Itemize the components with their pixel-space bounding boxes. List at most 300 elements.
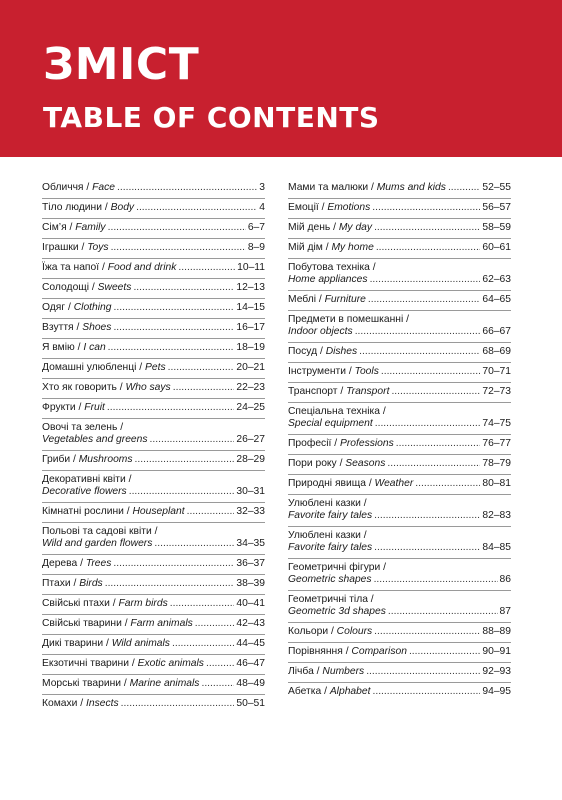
toc-leader-dots (206, 658, 234, 670)
toc-entry-english: Colours (336, 626, 373, 637)
toc-separator: / (360, 498, 367, 509)
toc-leader-dots (117, 182, 257, 194)
toc-leader-dots (150, 434, 235, 446)
toc-divider (42, 594, 265, 595)
toc-entry-ukrainian: Морські тварини (42, 678, 122, 689)
toc-entry-ukrainian: Дикі тварини (42, 638, 104, 649)
toc-separator: / (367, 594, 374, 605)
toc-entry (42, 678, 265, 690)
toc-leader-dots (173, 382, 235, 394)
toc-entry-english: Insects (86, 698, 119, 709)
toc-separator: / (331, 438, 340, 449)
toc-entry-english: Houseplant (132, 506, 185, 517)
toc-entry-line (288, 262, 511, 274)
page-title-english: TABLE OF CONTENTS (43, 101, 380, 134)
toc-divider (288, 218, 511, 219)
toc-divider (42, 218, 265, 219)
toc-entry-ukrainian: Кольори (288, 626, 329, 637)
toc-separator: / (318, 202, 328, 213)
toc-entry-ukrainian: Спеціальна техніка (288, 406, 380, 417)
toc-separator: / (99, 262, 108, 273)
toc-entry-line (288, 478, 511, 490)
toc-leader-dots (168, 362, 235, 374)
toc-leader-dots (370, 274, 481, 286)
toc-entry-line (42, 698, 265, 710)
toc-divider (288, 590, 511, 591)
toc-entry-english: Birds (79, 578, 103, 589)
toc-leader-dots (201, 678, 234, 690)
toc-entry-english: Toys (87, 242, 109, 253)
toc-divider (288, 642, 511, 643)
toc-separator: / (121, 678, 130, 689)
toc-page-number: 6–7 (247, 222, 265, 233)
toc-page-number: 4 (259, 202, 265, 213)
toc-leader-dots (154, 538, 234, 550)
toc-entry-line (288, 606, 511, 618)
toc-page-number: 44–45 (236, 638, 265, 649)
toc-entry (288, 346, 511, 358)
toc-entry (288, 182, 511, 194)
toc-entry (42, 598, 265, 610)
toc-divider (42, 450, 265, 451)
toc-page-number: 40–41 (236, 598, 265, 609)
toc-leader-dots (374, 510, 480, 522)
toc-entry-english: Favorite fairy tales (288, 542, 373, 553)
toc-entry-english: Favorite fairy tales (288, 510, 373, 521)
toc-entry-ukrainian: Інструменти (288, 366, 347, 377)
toc-page-number: 22–23 (236, 382, 265, 393)
toc-entry-ukrainian: Професії (288, 438, 332, 449)
toc-page-number: 28–29 (236, 454, 265, 465)
toc-page-number: 62–63 (482, 274, 511, 285)
toc-divider (288, 558, 511, 559)
toc-page-number: 12–13 (236, 282, 265, 293)
toc-divider (288, 198, 511, 199)
toc-separator: / (136, 362, 146, 373)
toc-separator: / (379, 406, 386, 417)
toc-page-number: 94–95 (482, 686, 511, 697)
toc-page-number: 52–55 (482, 182, 511, 193)
toc-leader-dots (448, 182, 480, 194)
toc-entry-english: Farm animals (130, 618, 193, 629)
toc-entry (288, 438, 511, 450)
toc-leader-dots (111, 242, 246, 254)
toc-leader-dots (374, 574, 498, 586)
toc-entry-line (42, 434, 265, 446)
toc-entry-ukrainian: Пори року (288, 458, 337, 469)
toc-leader-dots (409, 646, 480, 658)
toc-entry (288, 202, 511, 214)
toc-separator: / (369, 262, 376, 273)
toc-entry-line (288, 366, 511, 378)
toc-separator: / (109, 598, 119, 609)
toc-entry-ukrainian: Меблі (288, 294, 317, 305)
toc-leader-dots (359, 346, 480, 358)
toc-leader-dots (113, 322, 234, 334)
toc-leader-dots (372, 686, 480, 698)
toc-entry (288, 686, 511, 698)
toc-entry-english: Mushrooms (78, 454, 133, 465)
toc-entry (288, 498, 511, 522)
toc-entry-line (288, 202, 511, 214)
toc-entry (288, 314, 511, 338)
toc-entry-ukrainian: Предмети в помешканні (288, 314, 404, 325)
toc-entry-english: Home appliances (288, 274, 368, 285)
toc-divider (288, 434, 511, 435)
toc-entry-line (42, 302, 265, 314)
toc-divider (42, 198, 265, 199)
toc-separator: / (151, 526, 158, 537)
toc-page-number: 24–25 (236, 402, 265, 413)
toc-entry (42, 222, 265, 234)
toc-entry-line (288, 222, 511, 234)
toc-entry-ukrainian: Овочі та зелень (42, 422, 118, 433)
toc-divider (42, 318, 265, 319)
toc-entry (42, 618, 265, 630)
toc-leader-dots (136, 202, 257, 214)
toc-separator: / (103, 638, 112, 649)
toc-entry-ukrainian: Сім’я (42, 222, 67, 233)
toc-separator: / (330, 222, 339, 233)
toc-leader-dots (375, 418, 481, 430)
toc-leader-dots (108, 222, 246, 234)
toc-separator: / (116, 382, 126, 393)
toc-page-number: 92–93 (482, 666, 511, 677)
toc-leader-dots (372, 202, 480, 214)
toc-entry-line (288, 574, 511, 586)
toc-entry-line (42, 598, 265, 610)
toc-entry (42, 322, 265, 334)
toc-entry (42, 558, 265, 570)
toc-entry (42, 362, 265, 374)
toc-entry-line (288, 510, 511, 522)
toc-separator: / (380, 562, 386, 573)
toc-entry-english: My home (331, 242, 374, 253)
toc-page-number: 82–83 (482, 510, 511, 521)
toc-entry (288, 626, 511, 638)
toc-separator: / (89, 282, 98, 293)
toc-page-number: 30–31 (236, 486, 265, 497)
toc-entry-line (288, 274, 511, 286)
toc-leader-dots (113, 558, 234, 570)
toc-entry-line (42, 486, 265, 498)
toc-entry-line (42, 202, 265, 214)
toc-entry-ukrainian: Іграшки (42, 242, 79, 253)
toc-leader-dots (170, 598, 235, 610)
toc-entry (42, 282, 265, 294)
toc-entry-ukrainian: Улюблені казки (288, 530, 361, 541)
toc-separator: / (66, 222, 76, 233)
toc-entry-line (42, 658, 265, 670)
toc-entry-english: Transport (346, 386, 390, 397)
toc-divider (42, 614, 265, 615)
toc-leader-dots (105, 578, 235, 590)
toc-entry-line (288, 182, 511, 194)
toc-entry-line (288, 314, 511, 326)
toc-entry-line (288, 594, 511, 606)
toc-entry-english: Tools (354, 366, 379, 377)
toc-entry-line (42, 422, 265, 434)
toc-entry-english: Special equipment (288, 418, 373, 429)
toc-entry-line (288, 346, 511, 358)
toc-entry (288, 222, 511, 234)
toc-entry-line (42, 342, 265, 354)
toc-entry (42, 474, 265, 498)
toc-page-number: 64–65 (482, 294, 511, 305)
toc-leader-dots (172, 638, 234, 650)
toc-divider (288, 258, 511, 259)
toc-divider (42, 502, 265, 503)
toc-divider (42, 418, 265, 419)
toc-entry-ukrainian: Я вмію (42, 342, 75, 353)
toc-entry (42, 262, 265, 274)
toc-entry-line (288, 530, 511, 542)
toc-entry-english: Geometric 3d shapes (288, 606, 386, 617)
toc-separator: / (313, 666, 323, 677)
toc-entry-ukrainian: Польові та садові квіти (42, 526, 152, 537)
toc-leader-dots (133, 282, 234, 294)
toc-entry-line (42, 638, 265, 650)
toc-page-number: 46–47 (236, 658, 265, 669)
toc-entry-line (288, 646, 511, 658)
toc-page-number: 74–75 (482, 418, 511, 429)
toc-leader-dots (368, 294, 481, 306)
toc-divider (42, 470, 265, 471)
toc-page-number: 50–51 (236, 698, 265, 709)
toc-entry-line (42, 322, 265, 334)
toc-entry (42, 242, 265, 254)
toc-page-number: 70–71 (482, 366, 511, 377)
toc-divider (288, 310, 511, 311)
toc-page-number: 34–35 (236, 538, 265, 549)
toc-entry-ukrainian: Обличчя (42, 182, 84, 193)
toc-entry-ukrainian: Взуття (42, 322, 74, 333)
toc-entry (288, 262, 511, 286)
toc-leader-dots (374, 222, 480, 234)
toc-entry-ukrainian: Фрукти (42, 402, 76, 413)
toc-entry-english: Vegetables and greens (42, 434, 148, 445)
toc-separator: / (77, 558, 86, 569)
toc-entry-english: Who says (125, 382, 171, 393)
toc-leader-dots (376, 242, 481, 254)
toc-divider (42, 258, 265, 259)
toc-entry-english: Seasons (345, 458, 386, 469)
header-banner (0, 0, 562, 157)
toc-entry-line (42, 362, 265, 374)
toc-divider (288, 238, 511, 239)
toc-entry-english: Furniture (324, 294, 366, 305)
toc-entry-line (42, 506, 265, 518)
toc-entry-line (288, 438, 511, 450)
toc-separator: / (74, 342, 84, 353)
toc-entry-english: Shoes (82, 322, 112, 333)
toc-entry-english: Face (92, 182, 116, 193)
toc-entry (288, 594, 511, 618)
toc-divider (288, 622, 511, 623)
toc-entry-ukrainian: Побутова техніка (288, 262, 370, 273)
toc-entry-line (42, 538, 265, 550)
toc-entry-english: Exotic animals (137, 658, 204, 669)
toc-page-number: 8–9 (247, 242, 265, 253)
toc-entry (42, 402, 265, 414)
toc-entry (42, 506, 265, 518)
toc-separator: / (128, 658, 138, 669)
toc-entry-line (42, 242, 265, 254)
toc-entry-line (288, 386, 511, 398)
toc-divider (288, 402, 511, 403)
toc-entry (288, 562, 511, 586)
toc-entry-line (42, 402, 265, 414)
toc-entry-ukrainian: Тіло людини (42, 202, 102, 213)
toc-leader-dots (374, 626, 480, 638)
toc-page-number: 26–27 (236, 434, 265, 445)
toc-entry-english: Alphabet (329, 686, 371, 697)
toc-entry-english: Farm birds (118, 598, 168, 609)
toc-entry-ukrainian: Геометричні тіла (288, 594, 368, 605)
toc-page-number: 72–73 (482, 386, 511, 397)
toc-page-number: 56–57 (482, 202, 511, 213)
toc-leader-dots (108, 342, 235, 354)
toc-entry-line (42, 262, 265, 274)
toc-divider (42, 634, 265, 635)
toc-divider (42, 674, 265, 675)
toc-entry-line (42, 558, 265, 570)
toc-page-number: 58–59 (482, 222, 511, 233)
toc-entry-ukrainian: Улюблені казки (288, 498, 361, 509)
toc-entry (42, 658, 265, 670)
toc-entry-line (42, 578, 265, 590)
toc-leader-dots (178, 262, 235, 274)
toc-entry-line (42, 454, 265, 466)
toc-entry-english: Comparison (351, 646, 407, 657)
toc-entry (288, 666, 511, 678)
toc-page-number: 76–77 (482, 438, 511, 449)
toc-entry (288, 530, 511, 554)
toc-entry-english: Mums and kids (376, 182, 446, 193)
toc-divider (288, 454, 511, 455)
toc-divider (42, 298, 265, 299)
toc-entry-line (288, 626, 511, 638)
toc-entry-line (288, 242, 511, 254)
toc-entry (288, 242, 511, 254)
toc-page-number: 42–43 (236, 618, 265, 629)
toc-divider (42, 338, 265, 339)
toc-page-number: 84–85 (482, 542, 511, 553)
toc-divider (288, 662, 511, 663)
toc-entry-line (288, 406, 511, 418)
toc-separator: / (78, 242, 88, 253)
toc-page-number: 36–37 (236, 558, 265, 569)
toc-entry-english: Food and drink (107, 262, 177, 273)
toc-entry-english: Wild animals (111, 638, 170, 649)
toc-entry-ukrainian: Комахи (42, 698, 78, 709)
toc-divider (42, 654, 265, 655)
toc-divider (42, 238, 265, 239)
toc-leader-dots (129, 486, 235, 498)
toc-leader-dots (396, 438, 481, 450)
toc-entry-english: Indoor objects (288, 326, 353, 337)
toc-separator: / (77, 698, 87, 709)
toc-separator: / (102, 202, 111, 213)
toc-separator: / (125, 474, 132, 485)
toc-entry-english: I can (83, 342, 106, 353)
toc-entry-line (42, 382, 265, 394)
toc-entry (42, 182, 265, 194)
toc-entry-english: Emotions (327, 202, 371, 213)
toc-leader-dots (391, 386, 480, 398)
toc-entry-english: Weather (374, 478, 414, 489)
toc-leader-dots (355, 326, 481, 338)
toc-separator: / (123, 506, 133, 517)
toc-entry-ukrainian: Дерева (42, 558, 78, 569)
toc-divider (42, 554, 265, 555)
toc-separator: / (337, 386, 347, 397)
toc-separator: / (83, 182, 93, 193)
toc-entry-english: Wild and garden flowers (42, 538, 153, 549)
toc-entry-ukrainian: Гриби (42, 454, 71, 465)
toc-entry-line (288, 666, 511, 678)
toc-leader-dots (415, 478, 480, 490)
toc-entry-ukrainian: Їжа та напої (42, 262, 100, 273)
toc-entry (42, 454, 265, 466)
toc-entry-ukrainian: Хто як говорить (42, 382, 117, 393)
toc-entry (42, 526, 265, 550)
toc-page-number: 3 (259, 182, 265, 193)
toc-entry-ukrainian: Мій день (288, 222, 331, 233)
toc-page-number: 78–79 (482, 458, 511, 469)
toc-divider (288, 290, 511, 291)
toc-entry-line (42, 222, 265, 234)
toc-page-number: 48–49 (236, 678, 265, 689)
toc-leader-dots (374, 542, 480, 554)
page-title-ukrainian: ЗМІСТ (43, 39, 200, 90)
toc-divider (288, 382, 511, 383)
toc-entry-english: My day (338, 222, 373, 233)
toc-entry-line (42, 618, 265, 630)
toc-page-number: 38–39 (236, 578, 265, 589)
toc-divider (42, 378, 265, 379)
toc-entry-line (288, 686, 511, 698)
toc-page-number: 80–81 (482, 478, 511, 489)
toc-entry (288, 646, 511, 658)
toc-separator: / (365, 478, 375, 489)
toc-entry-line (288, 458, 511, 470)
toc-divider (288, 526, 511, 527)
toc-separator: / (368, 182, 377, 193)
toc-divider (42, 574, 265, 575)
toc-divider (288, 474, 511, 475)
toc-leader-dots (388, 606, 498, 618)
toc-entry (42, 638, 265, 650)
toc-divider (288, 494, 511, 495)
toc-entry-line (288, 498, 511, 510)
toc-entry (288, 406, 511, 430)
toc-page-number: 18–19 (236, 342, 265, 353)
toc-entry-ukrainian: Транспорт (288, 386, 338, 397)
toc-separator: / (322, 242, 332, 253)
toc-entry-english: Fruit (84, 402, 105, 413)
toc-divider (288, 682, 511, 683)
toc-entry (42, 578, 265, 590)
toc-entry-english: Pets (145, 362, 166, 373)
toc-entry-line (288, 542, 511, 554)
toc-entry-ukrainian: Свійські тварини (42, 618, 122, 629)
toc-entry-ukrainian: Декоративні квіти (42, 474, 126, 485)
toc-divider (42, 522, 265, 523)
toc-entry-ukrainian: Лічба (288, 666, 314, 677)
toc-entry (42, 382, 265, 394)
toc-page-number: 66–67 (482, 326, 511, 337)
